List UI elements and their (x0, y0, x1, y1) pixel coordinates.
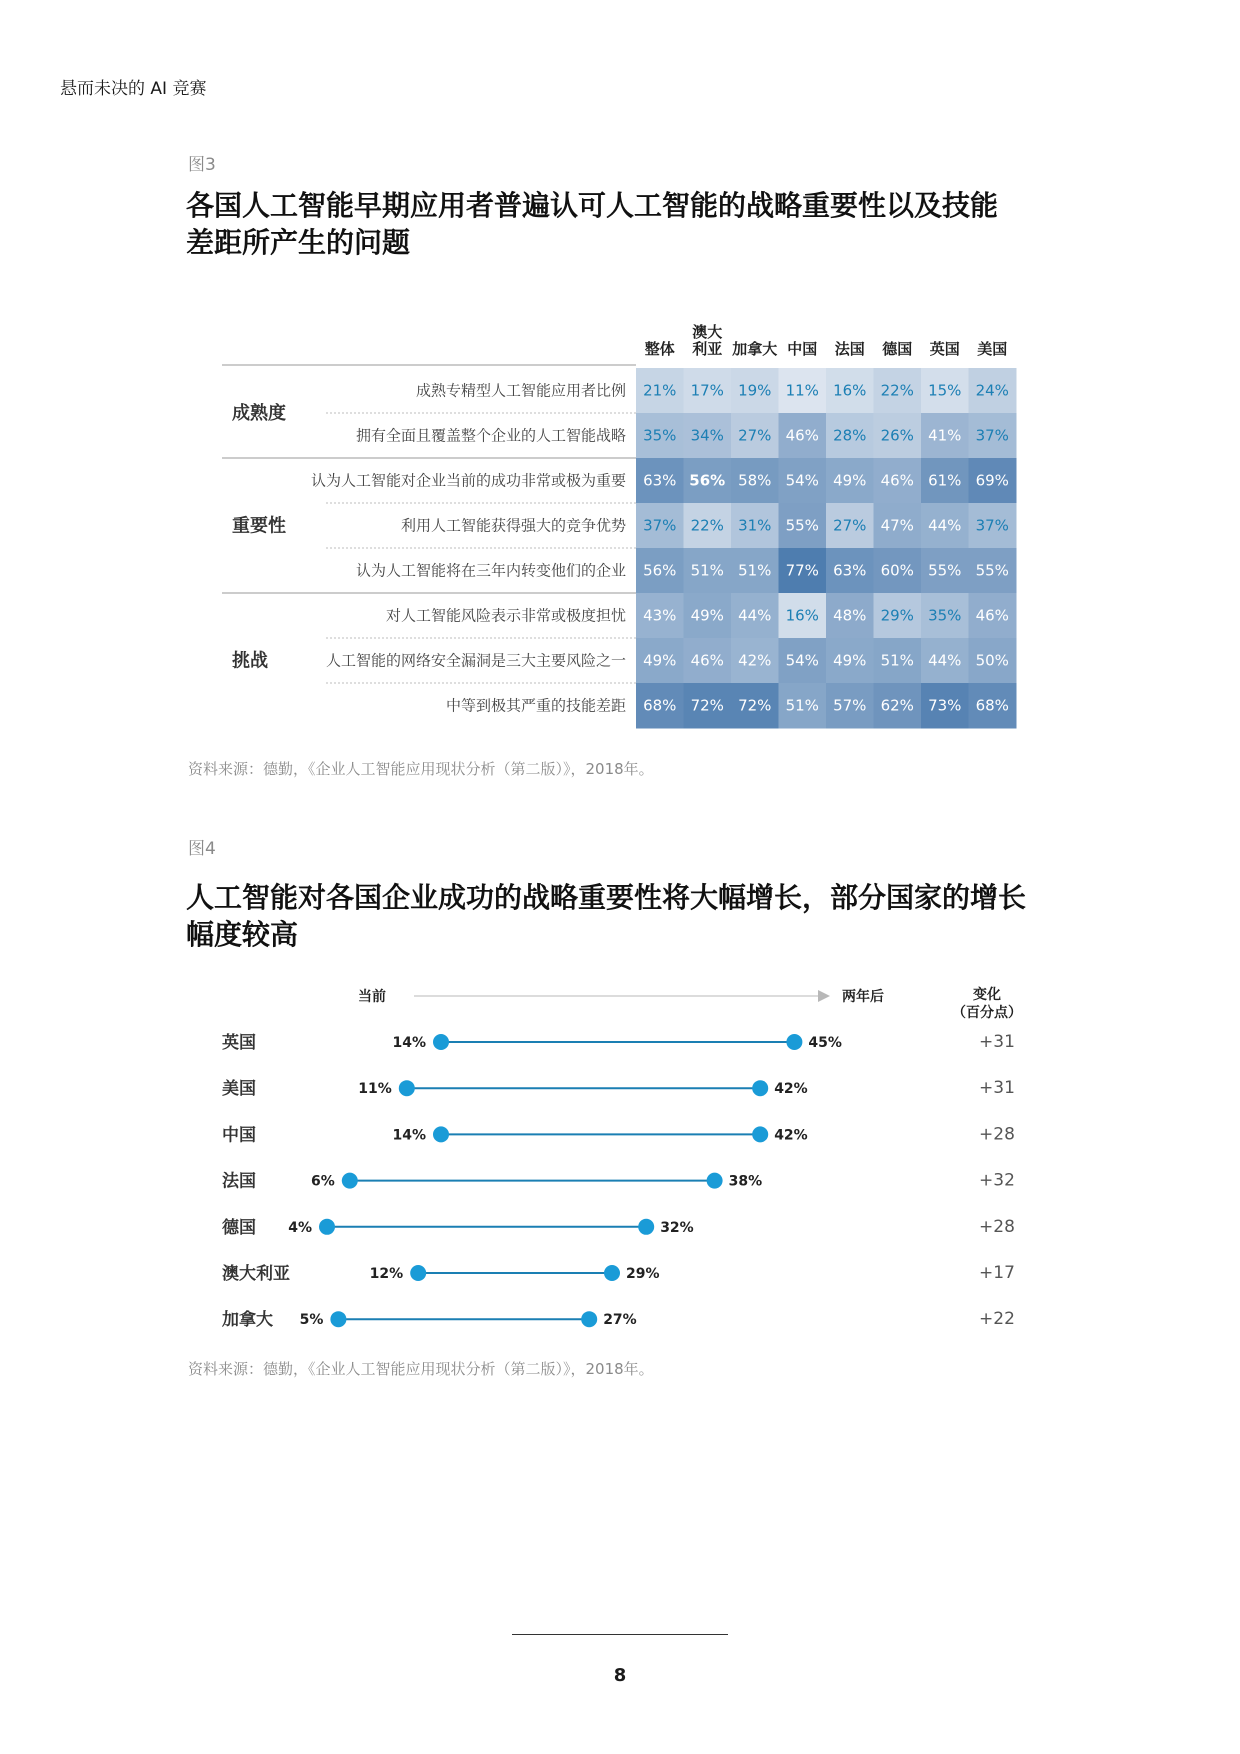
dumbbell-change-header: 变化 (973, 987, 1001, 1003)
heatmap-cell-label: 15% (928, 381, 962, 400)
heatmap-cell-label: 50% (975, 651, 1009, 670)
heatmap-cell-label: 44% (928, 516, 962, 535)
dumbbell-current-dot (410, 1265, 426, 1281)
heatmap-cell-label: 19% (738, 381, 772, 400)
dumbbell-future-dot (786, 1034, 802, 1050)
heatmap-column-header: 英国 (929, 340, 960, 358)
heatmap-column-header: 法国 (834, 340, 865, 358)
heatmap-cell-label: 68% (643, 696, 677, 715)
heatmap-cell-label: 35% (928, 606, 962, 625)
heatmap-cell-label: 16% (785, 606, 819, 625)
heatmap-column-header: 澳大 (692, 323, 723, 341)
heatmap-cell-label: 54% (785, 471, 819, 490)
heatmap-cell-label: 11% (785, 381, 819, 400)
heatmap-chart (0, 320, 1240, 740)
heatmap-cell-label: 51% (738, 561, 772, 580)
heatmap-row-label: 利用人工智能获得强大的竞争优势 (400, 516, 626, 535)
heatmap-cell-label: 22% (690, 516, 724, 535)
dumbbell-current-label: 14% (392, 1127, 426, 1144)
dumbbell-current-label: 12% (369, 1266, 404, 1282)
heatmap-cell-label: 37% (975, 516, 1009, 535)
dumbbell-future-label: 38% (728, 1173, 763, 1190)
dumbbell-future-dot (752, 1126, 768, 1142)
heatmap-cell-label: 62% (880, 696, 914, 715)
heatmap-cell-label: 16% (833, 381, 867, 400)
footer-rule (512, 1634, 728, 1635)
heatmap-cell-label: 21% (643, 381, 677, 400)
dumbbell-country-label: 法国 (222, 1171, 256, 1192)
dumbbell-future-dot (752, 1080, 768, 1096)
heatmap-row-label: 对人工智能风险表示非常或极度担忧 (385, 606, 626, 625)
dumbbell-start-label: 当前 (358, 989, 386, 1005)
dumbbell-current-dot (330, 1311, 346, 1327)
figure-3-title-line-2: 差距所产生的问题 (186, 226, 411, 259)
heatmap-cell-label: 61% (928, 471, 962, 490)
heatmap-cell-label: 49% (690, 606, 724, 625)
heatmap-cell-label: 63% (833, 561, 867, 580)
heatmap-cell-label: 46% (785, 426, 819, 445)
dumbbell-current-label: 5% (299, 1312, 324, 1329)
dumbbell-future-dot (638, 1219, 654, 1235)
heatmap-column-header: 美国 (977, 340, 1008, 358)
figure-3-title-line-1: 各国人工智能早期应用者普遍认可人工智能的战略重要性以及技能 (186, 189, 999, 222)
heatmap-row-label: 认为人工智能对企业当前的成功非常或极为重要 (310, 471, 626, 490)
heatmap-cell-label: 26% (880, 426, 914, 445)
heatmap-cell-label: 37% (975, 426, 1009, 445)
dumbbell-future-label: 32% (660, 1219, 694, 1236)
dumbbell-future-label: 45% (808, 1035, 842, 1051)
heatmap-cell-label: 34% (690, 426, 724, 445)
heatmap-cell-label: 46% (975, 606, 1009, 625)
dumbbell-country-label: 澳大利亚 (222, 1264, 290, 1284)
heatmap-cell-label: 28% (833, 426, 867, 445)
heatmap-cell-label: 44% (738, 606, 772, 625)
dumbbell-current-dot (342, 1173, 358, 1189)
dumbbell-country-label: 美国 (222, 1079, 256, 1100)
dumbbell-change-value: +31 (979, 1032, 1015, 1052)
heatmap-cell-label: 51% (690, 561, 724, 580)
heatmap-group-label: 成熟度 (232, 403, 286, 424)
heatmap-cell-label: 22% (880, 381, 914, 400)
dumbbell-change-value: +28 (979, 1216, 1015, 1237)
dumbbell-current-label: 6% (311, 1173, 335, 1190)
heatmap-cell-label: 24% (975, 381, 1009, 400)
heatmap-row-label: 成熟专精型人工智能应用者比例 (415, 381, 626, 400)
heatmap-cell-label: 72% (690, 696, 724, 715)
heatmap-group-label: 挑战 (232, 650, 268, 672)
heatmap-cell-label: 41% (928, 426, 962, 445)
heatmap-cell-label: 43% (643, 606, 677, 625)
heatmap-row-label: 人工智能的网络安全漏洞是三大主要风险之一 (325, 651, 626, 670)
dumbbell-future-dot (581, 1311, 597, 1327)
figure-4-title (186, 879, 1086, 953)
heatmap-cell-label: 72% (738, 696, 772, 715)
heatmap-cell-label: 55% (928, 561, 962, 580)
dumbbell-chart (0, 980, 1240, 1350)
figure-3-title (186, 187, 1086, 261)
heatmap-cell-label: 49% (833, 471, 867, 490)
figure-3-source: 资料来源：德勤，《企业人工智能应用现状分析（第二版）》，2018年。 (188, 760, 654, 778)
dumbbell-current-label: 14% (392, 1035, 426, 1051)
figure-4-title-line-2: 幅度较高 (186, 918, 299, 951)
heatmap-cell-label: 49% (643, 651, 677, 670)
figure-4-title-line-1: 人工智能对各国企业成功的战略重要性将大幅增长，部分国家的增长 (186, 881, 1027, 914)
dumbbell-country-label: 加拿大 (222, 1310, 273, 1331)
heatmap-row-label: 认为人工智能将在三年内转变他们的企业 (355, 561, 626, 580)
heatmap-row-label: 中等到极其严重的技能差距 (445, 696, 626, 715)
dumbbell-future-label: 27% (603, 1312, 637, 1329)
dumbbell-change-value: +32 (979, 1170, 1015, 1191)
heatmap-cell-label: 57% (833, 696, 867, 715)
heatmap-cell-label: 69% (975, 471, 1009, 490)
dumbbell-current-label: 11% (358, 1081, 392, 1098)
heatmap-column-header: 利亚 (692, 340, 723, 358)
dumbbell-change-value: +17 (979, 1263, 1015, 1283)
heatmap-cell-label: 49% (833, 651, 867, 670)
heatmap-cell-label: 35% (643, 426, 677, 445)
dumbbell-future-dot (707, 1173, 723, 1189)
heatmap-cell-label: 56% (689, 471, 726, 490)
heatmap-cell-label: 77% (785, 561, 819, 580)
heatmap-cell-label: 55% (785, 516, 819, 535)
dumbbell-current-dot (433, 1034, 449, 1050)
heatmap-cell-label: 68% (975, 696, 1009, 715)
dumbbell-change-header-unit: （百分点） (952, 1005, 1022, 1021)
page-number: 8 (613, 1665, 627, 1686)
dumbbell-change-value: +31 (979, 1078, 1015, 1099)
dumbbell-current-dot (319, 1219, 335, 1235)
heatmap-cell-label: 17% (690, 381, 724, 400)
dumbbell-current-dot (399, 1080, 415, 1096)
figure-4-source: 资料来源：德勤，《企业人工智能应用现状分析（第二版）》，2018年。 (188, 1360, 654, 1378)
dumbbell-country-label: 英国 (222, 1033, 256, 1053)
figure-4-label: 图4 (188, 839, 216, 859)
heatmap-cell-label: 46% (690, 651, 724, 670)
heatmap-cell-label: 58% (738, 471, 772, 490)
heatmap-cell-label: 31% (738, 516, 772, 535)
heatmap-cell-label: 46% (880, 471, 914, 490)
heatmap-cell-label: 44% (928, 651, 962, 670)
dumbbell-future-dot (604, 1265, 620, 1281)
heatmap-cell-label: 42% (738, 651, 772, 670)
heatmap-cell-label: 54% (785, 651, 819, 670)
heatmap-group-label: 重要性 (232, 515, 286, 537)
heatmap-cell-label: 63% (643, 471, 677, 490)
heatmap-cell-label: 47% (880, 516, 914, 535)
dumbbell-country-label: 德国 (222, 1217, 256, 1238)
dumbbell-country-label: 中国 (222, 1125, 256, 1146)
heatmap-column-header: 整体 (644, 340, 675, 358)
heatmap-cell-label: 56% (643, 561, 677, 580)
dumbbell-current-label: 4% (288, 1219, 312, 1236)
heatmap-column-header: 德国 (882, 340, 913, 358)
dumbbell-change-value: +28 (979, 1124, 1015, 1145)
running-head: 悬而未决的 AI 竞赛 (60, 79, 207, 99)
heatmap-row-label: 拥有全面且覆盖整个企业的人工智能战略 (355, 426, 626, 445)
dumbbell-end-label: 两年后 (842, 989, 884, 1005)
heatmap-cell-label: 60% (880, 561, 914, 580)
heatmap-cell-label: 27% (833, 516, 867, 535)
dumbbell-future-label: 42% (774, 1127, 808, 1144)
figure-3-label: 图3 (188, 155, 216, 175)
dumbbell-axis-arrow-icon (818, 990, 830, 1002)
heatmap-cell-label: 51% (880, 651, 914, 670)
dumbbell-future-label: 29% (626, 1266, 660, 1282)
heatmap-cell-label: 51% (785, 696, 819, 715)
heatmap-cell-label: 48% (833, 606, 867, 625)
heatmap-cell-label: 73% (928, 696, 962, 715)
heatmap-cell-label: 37% (643, 516, 677, 535)
dumbbell-future-label: 42% (774, 1081, 808, 1098)
heatmap-cell-label: 27% (738, 426, 772, 445)
heatmap-column-header: 加拿大 (732, 340, 778, 358)
dumbbell-current-dot (433, 1126, 449, 1142)
heatmap-column-header: 中国 (787, 340, 818, 358)
heatmap-cell-label: 55% (975, 561, 1009, 580)
heatmap-cell-label: 29% (880, 606, 914, 625)
dumbbell-change-value: +22 (979, 1309, 1015, 1330)
